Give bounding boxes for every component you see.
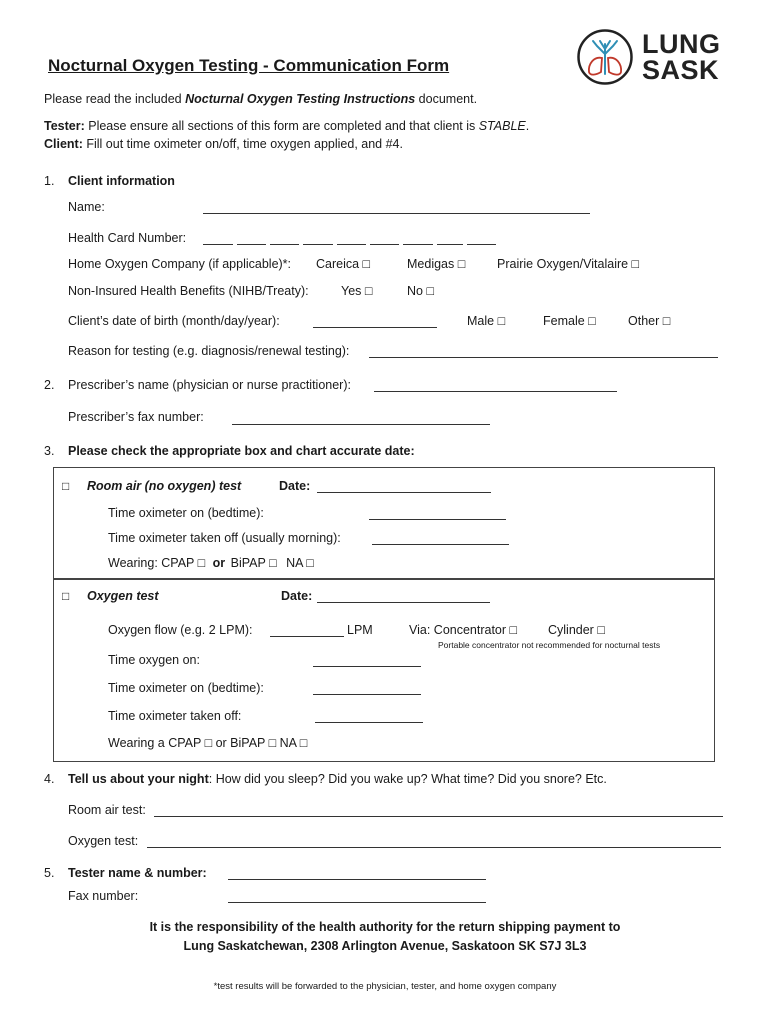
room-air-oximeter-on-field[interactable] [369,519,506,520]
other-gender-checkbox[interactable]: Other □ [628,314,671,328]
oxygen-on-label: Time oxygen on: [108,653,200,667]
health-card-digit[interactable] [370,244,399,245]
reason-label: Reason for testing (e.g. diagnosis/renewal testing): [68,344,350,358]
nihb-yes-checkbox[interactable]: Yes □ [341,284,373,298]
tester-text: Please ensure all sections of this form are completed and that client is [84,119,479,133]
client-label: Client: [44,137,83,151]
shipping-responsibility-line1: It is the responsibility of the health authority for the return shipping payment to [149,920,621,934]
stable-word: STABLE [478,119,526,133]
page-title: Nocturnal Oxygen Testing - Communication Form [48,56,450,75]
home-oxygen-label: Home Oxygen Company (if applicable)*: [68,257,292,271]
tester-fax-field[interactable] [228,902,486,903]
tester-label: Tester: [44,119,85,133]
tester-end: . [525,119,530,133]
prairie-oxygen-checkbox[interactable]: Prairie Oxygen/Vitalaire □ [497,257,640,271]
health-card-label: Health Card Number: [68,231,187,245]
night-heading: Tell us about your night [68,772,209,786]
section5-number: 5. [44,866,55,880]
night-room-air-field[interactable] [154,816,723,817]
night-room-air-label: Room air test: [68,803,146,817]
medigas-checkbox[interactable]: Medigas □ [407,257,466,271]
health-card-digit[interactable] [403,244,433,245]
shipping-address-line2: Lung Saskatchewan, 2308 Arlington Avenue, Saskatoon SK S7J 3L3 [183,939,587,953]
instructions-doc-name: Nocturnal Oxygen Testing Instructions [185,92,416,106]
oxygen-oximeter-off-field[interactable] [315,722,423,723]
oxygen-flow-field[interactable] [270,636,344,637]
oxygen-oximeter-on-field[interactable] [313,694,421,695]
oxygen-test-checkbox[interactable]: □ [62,589,70,603]
logo-word-sask: SASK [642,55,720,85]
lung-sask-logo [576,28,726,88]
or-text: or [212,556,226,570]
oxygen-test-box [53,578,715,762]
room-air-oximeter-off-label: Time oximeter taken off (usually morning): [108,531,341,545]
client-text: Fill out time oximeter on/off, time oxygen applied, and #4. [82,137,403,151]
section4-number: 4. [44,772,55,786]
room-air-bipap-checkbox[interactable]: BiPAP □ [230,556,277,570]
oxygen-wearing-options[interactable]: Wearing a CPAP □ or BiPAP □ NA □ [108,736,308,750]
female-checkbox[interactable]: Female □ [543,314,596,328]
prescriber-fax-label: Prescriber’s fax number: [68,410,204,424]
night-question [68,772,607,786]
reason-field[interactable] [369,357,718,358]
room-air-date-field[interactable] [317,492,491,493]
room-air-na-checkbox[interactable]: NA □ [286,556,314,570]
section2-number: 2. [44,378,55,392]
tester-name-field[interactable] [228,879,486,880]
nihb-label: Non-Insured Health Benefits (NIHB/Treaty): [68,284,309,298]
night-oxygen-label: Oxygen test: [68,834,139,848]
name-label: Name: [68,200,105,214]
oxygen-on-field[interactable] [313,666,421,667]
lungs-tree-icon [576,28,634,86]
room-air-oximeter-on-label: Time oximeter on (bedtime): [108,506,264,520]
prescriber-label: Prescriber’s name (physician or nurse practitioner): [68,378,351,392]
night-question-text: : How did you sleep? Did you wake up? What time? Did you snore? Etc. [208,772,607,786]
cylinder-checkbox[interactable]: Cylinder □ [548,623,605,637]
oxygen-test-label: Oxygen test [87,589,159,603]
room-air-checkbox[interactable]: □ [62,479,70,493]
client-instruction [44,137,403,151]
prescriber-field[interactable] [374,391,617,392]
nihb-no-checkbox[interactable]: No □ [407,284,435,298]
read-post: document. [415,92,478,106]
health-card-digit[interactable] [270,244,299,245]
oxygen-oximeter-off-label: Time oximeter taken off: [108,709,242,723]
section1-heading: Client information [68,174,175,188]
dob-label: Client’s date of birth (month/day/year): [68,314,280,328]
section3-heading: Please check the appropriate box and chart accurate date: [68,444,415,458]
oxygen-date-label: Date: [281,589,313,603]
room-air-label: Room air (no oxygen) test [87,479,242,493]
dob-field[interactable] [313,327,437,328]
logo-word-lung: LUNG [642,29,721,59]
room-air-wearing [108,556,314,570]
section3-number: 3. [44,444,55,458]
room-air-date-label: Date: [279,479,311,493]
oxygen-date-field[interactable] [317,602,490,603]
instructions-line [44,92,477,106]
section1-number: 1. [44,174,55,188]
prescriber-fax-field[interactable] [232,424,490,425]
health-card-digit[interactable] [337,244,366,245]
portable-concentrator-note: Portable concentrator not recommended for nocturnal tests [438,640,661,650]
results-forwarding-note: *test results will be forwarded to the physician, tester, and home oxygen company [213,981,557,992]
room-air-cpap-checkbox[interactable]: Wearing: CPAP □ [108,556,206,570]
careica-checkbox[interactable]: Careica □ [316,257,371,271]
tester-instruction [44,119,529,133]
concentrator-checkbox[interactable]: Via: Concentrator □ [409,623,518,637]
night-oxygen-field[interactable] [147,847,721,848]
male-checkbox[interactable]: Male □ [467,314,506,328]
name-field[interactable] [203,213,590,214]
room-air-oximeter-off-field[interactable] [372,544,509,545]
oxygen-oximeter-on-label: Time oximeter on (bedtime): [108,681,264,695]
tester-name-label: Tester name & number: [68,866,207,880]
health-card-digit[interactable] [467,244,496,245]
read-pre: Please read the included [44,92,186,106]
oxygen-flow-label: Oxygen flow (e.g. 2 LPM): [108,623,253,637]
tester-fax-label: Fax number: [68,889,139,903]
health-card-digit[interactable] [203,244,233,245]
lpm-unit: LPM [347,623,373,637]
health-card-digit[interactable] [437,244,463,245]
health-card-digit[interactable] [237,244,266,245]
health-card-digit[interactable] [303,244,333,245]
